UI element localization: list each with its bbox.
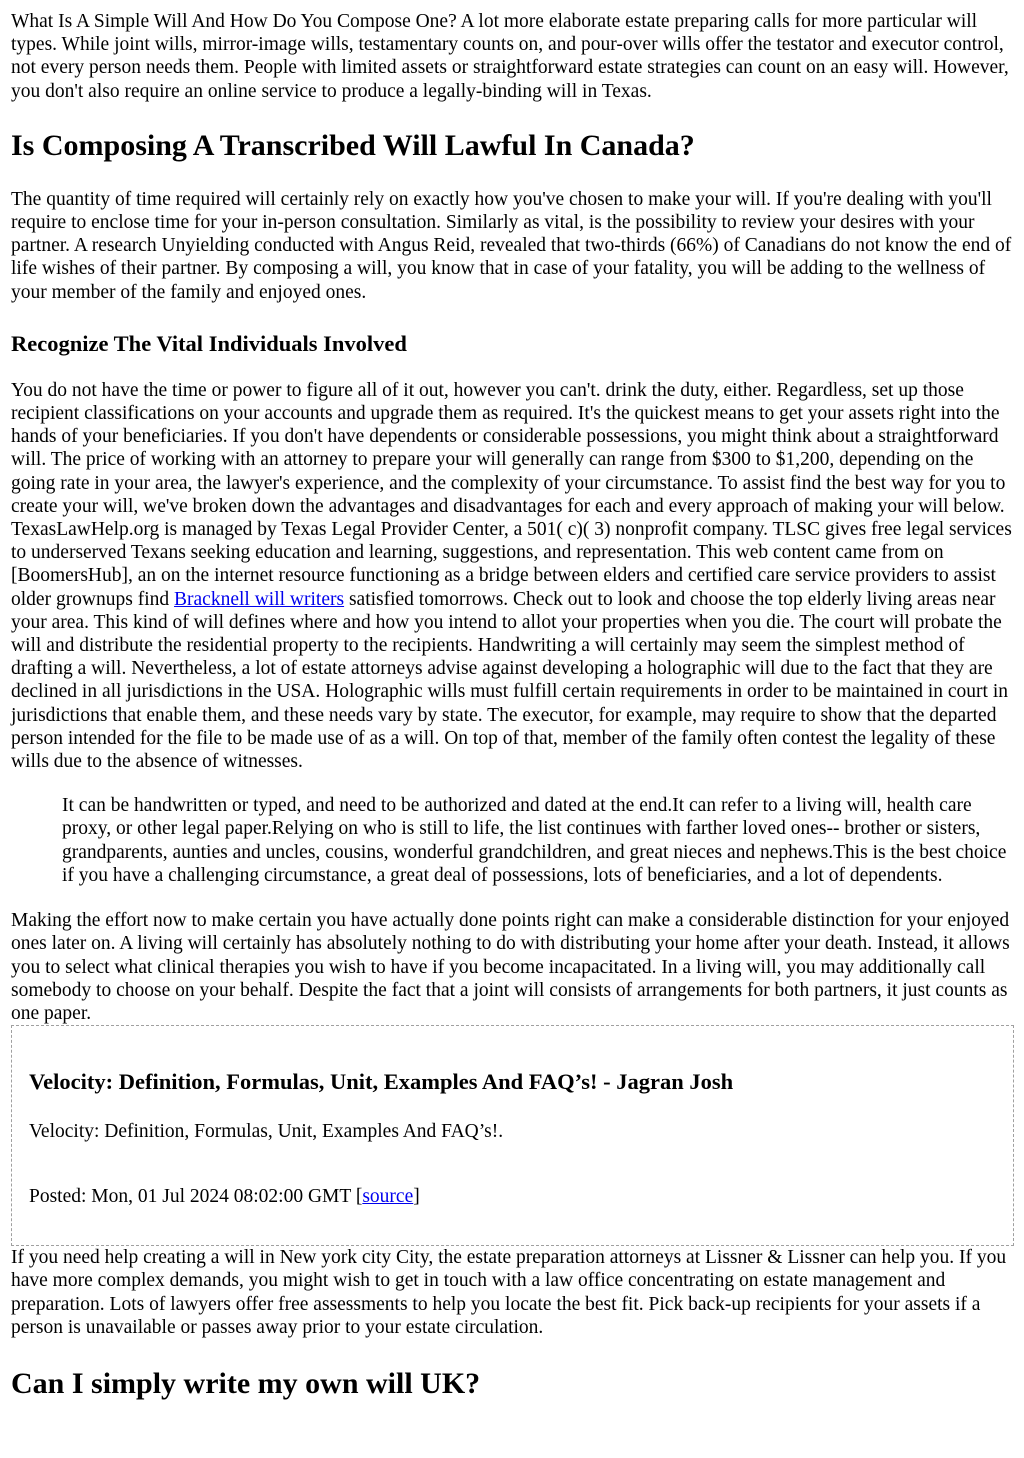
news-card (11, 1025, 1014, 1246)
article (0, 10, 1024, 1401)
bracknell-will-writers-link[interactable]: Bracknell will writers (174, 588, 345, 610)
paragraph-recipients (11, 379, 1014, 773)
section-heading-canada: Is Composing A Transcribed Will Lawful In Canada? (11, 128, 695, 162)
posted-close-bracket: ] (413, 1186, 420, 1208)
source-link[interactable]: source (362, 1186, 414, 1208)
paragraph-text-before-link: You do not have the time or power to figure all of it out, however you can't. drink the duty, either. Regardless, set up those recipient classifications on your accounts and upgrade them as required. It's the quickest means to get your assets right into the hands of your beneficiaries. If you don't have dependents or considerable possessions, you might think about a straightforward will. The price of working with an attorney to prepare your will generally can range from $300 to $1,200, depending on the going rate in your area, the lawyer's experience, and the complexity of your circumstance. To assist find the best way for you to create your will, we've broken down the advantages and disadvantages for each and every approach of making your will below. TexasLawHelp.org is managed by Texas Legal Provider Center, a 501( c)( 3) nonprofit company. TLSC gives free legal services to underserved Texans seeking education and learning, suggestions, and representation. This web content came from on [BoomersHub], an on the internet resource functioning as a bridge between elders and certified care service providers to assist older grownups find (11, 379, 1012, 610)
posted-text: Posted: Mon, 01 Jul 2024 08:02:00 GMT [ (29, 1186, 363, 1208)
intro-paragraph: What Is A Simple Will And How Do You Compose One? A lot more elaborate estate preparing calls for more particular will types. While joint wills, mirror-image wills, testamentary counts on, and pour-over wills offer the testator and executor control, not every person needs them. People with limited assets or straightforward estate strategies can count on an easy will. However, you don't also require an online service to produce a legally-binding will in Texas. (11, 11, 1009, 102)
blockquote: It can be handwritten or typed, and need to be authorized and dated at the end.It can refer to a living will, health care proxy, or other legal paper.Relying on who is still to life, the list continues with farther loved ones-- brother or sisters, grandparents, aunties and uncles, cousins, wonderful grandchildren, and great nieces and nephews.This is the best choice if you have a challenging circumstance, a great deal of possessions, lots of beneficiaries, and a lot of dependents. (62, 795, 1007, 886)
news-description: Velocity: Definition, Formulas, Unit, Examples And FAQ’s!. (29, 1121, 504, 1143)
news-posted-date (29, 1185, 996, 1208)
paragraph-new-york: If you need help creating a will in New york city City, the estate preparation attorneys at Lissner & Lissner can help you. If you have more complex demands, you might wish to get in touch with a law office concentrating on estate management and preparation. Lots of lawyers offer free assessments to help you locate the best fit. Pick back-up recipients for your assets if a person is unavailable or passes away prior to your estate circulation. (11, 1247, 1007, 1338)
subheading-vital-individuals: Recognize The Vital Individuals Involved (11, 330, 407, 356)
section-heading-uk: Can I simply write my own will UK? (11, 1366, 481, 1400)
paragraph-living-will: Making the effort now to make certain you have actually done points right can make a considerable distinction for your enjoyed ones later on. A living will certainly has absolutely nothing to do with distributing your home after your death. Instead, it allows you to select what clinical therapies you wish to have if you become incapacitated. In a living will, you may additionally call somebody to choose on your behalf. Despite the fact that a joint will consists of arrangements for both partners, it just counts as one paper. (11, 910, 1010, 1024)
paragraph-time-required: The quantity of time required will certainly rely on exactly how you've chosen to make your will. If you're dealing with you'll require to enclose time for your in-person consultation. Similarly as vital, is the possibility to review your desires with your partner. A research Unyielding conducted with Angus Reid, revealed that two-thirds (66%) of Canadians do not know the end of life wishes of their partner. By composing a will, you know that in case of your fatality, you will be adding to the wellness of your member of the family and enjoyed ones. (11, 188, 1012, 303)
news-title: Velocity: Definition, Formulas, Unit, Examples And FAQ’s! - Jagran Josh (29, 1069, 734, 1095)
paragraph-text-after-link: satisfied tomorrows. Check out to look and choose the top elderly living areas near your area. This kind of will defines where and how you intend to allot your properties when you die. The court will probate the will and distribute the residential property to the recipients. Handwriting a will certainly may seem the simplest method of drafting a will. Nevertheless, a lot of estate attorneys advise against developing a holographic will due to the fact that they are declined in all jurisdictions in the USA. Holographic wills must fulfill certain requirements in order to be maintained in court in jurisdictions that enable them, and these needs vary by state. The executor, for example, may require to show that the departed person intended for the file to be made use of as a will. On top of that, member of the family often contest the legality of these wills due to the absence of witnesses. (11, 588, 1008, 773)
